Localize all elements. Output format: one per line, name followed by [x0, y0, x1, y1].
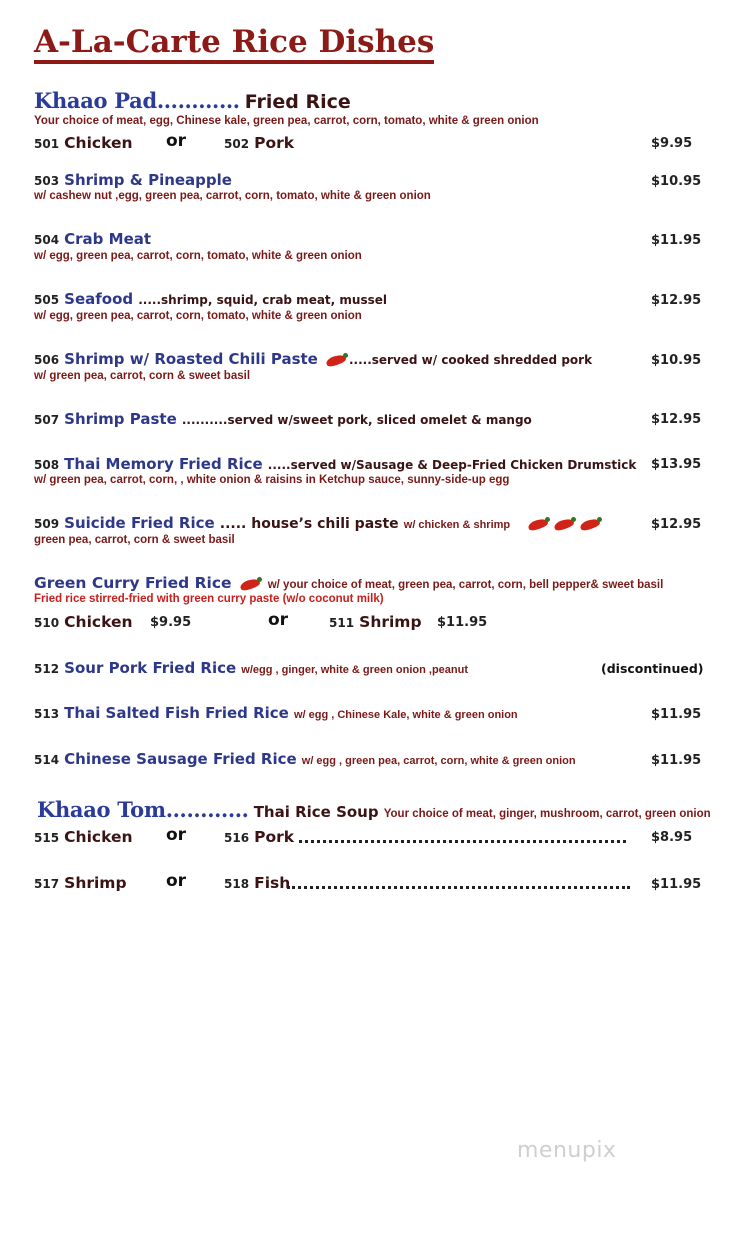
item-description: w/egg , ginger, white & green onion ,peanut [241, 664, 469, 676]
item-number: 514 [34, 753, 60, 767]
khao-pad-description: Your choice of meat, egg, Chinese kale, green pea, carrot, corn, tomato, white & green onion [34, 115, 539, 127]
menu-item-507 [34, 409, 532, 428]
item-description: w/ egg, green pea, carrot, corn, tomato, white & green onion [34, 310, 362, 322]
menu-item-512 [34, 658, 468, 677]
item-description: w/ egg , green pea, carrot, corn, white & green onion [301, 755, 576, 767]
menu-item-green-curry [34, 573, 663, 592]
item-description: w/ green pea, carrot, corn & sweet basil [34, 370, 251, 382]
item-name: Shrimp [359, 613, 422, 631]
menu-item-515 [34, 827, 133, 846]
item-note: .....served w/Sausage & Deep-Fried Chicken Drumstick [267, 458, 637, 472]
khao-pad-thai-title: Khaao Pad………… [34, 88, 240, 113]
item-note-secondary: w/ chicken & shrimp [403, 519, 511, 531]
item-description: w/ egg , Chinese Kale, white & green onion [293, 709, 518, 721]
item-price: $10.95 [651, 353, 702, 368]
item-price: $12.95 [651, 412, 702, 427]
item-name: Green Curry Fried Rice [34, 574, 232, 592]
item-number: 503 [34, 174, 60, 188]
item-description-secondary: Fried rice stirred-fried with green curry paste (w/o coconut milk) [34, 593, 384, 605]
item-name: Suicide Fried Rice [64, 514, 215, 532]
dot-leader [299, 832, 626, 843]
khao-pad-header [34, 88, 351, 113]
item-number: 509 [34, 517, 60, 531]
menu-item-518 [224, 873, 290, 892]
item-name: Pork [254, 134, 295, 152]
menu-item-502 [224, 133, 294, 152]
menu-item-506 [34, 349, 592, 368]
item-number: 507 [34, 413, 60, 427]
item-price: $11.95 [651, 233, 702, 248]
item-number: 508 [34, 458, 60, 472]
item-number: 513 [34, 707, 60, 721]
item-name: Seafood [64, 290, 134, 308]
item-price: $11.95 [651, 877, 702, 892]
or-separator: or [166, 825, 187, 845]
item-number: 516 [224, 831, 250, 845]
chili-pepper-icon [526, 517, 550, 531]
chili-pepper-icon [324, 353, 348, 367]
item-number: 511 [329, 616, 355, 630]
item-name: Thai Memory Fried Rice [64, 455, 263, 473]
item-name: Chinese Sausage Fried Rice [64, 750, 297, 768]
khao-tom-description: Your choice of meat, ginger, mushroom, carrot, green onion [383, 808, 711, 820]
menu-item-504 [34, 229, 151, 248]
menu-item-517 [34, 873, 127, 892]
item-number: 504 [34, 233, 60, 247]
item-description: w/ egg, green pea, carrot, corn, tomato, white & green onion [34, 250, 362, 262]
item-name: Crab Meat [64, 230, 152, 248]
item-name: Fish [254, 874, 291, 892]
chili-pepper-icon [552, 517, 576, 531]
item-name: Shrimp & Pineapple [64, 171, 232, 189]
or-separator: or [268, 610, 289, 630]
item-number: 501 [34, 137, 60, 151]
page-title: A-La-Carte Rice Dishes [34, 24, 434, 64]
item-description: green pea, carrot, corn & sweet basil [34, 534, 235, 546]
khao-tom-thai-title: Khaao Tom………… [37, 797, 249, 822]
item-price: $12.95 [651, 293, 702, 308]
item-note: .....served w/ cooked shredded pork [348, 353, 593, 367]
item-description: w/ your choice of meat, green pea, carrot, corn, bell pepper& sweet basil [267, 579, 664, 591]
menu-item-509 [34, 513, 603, 532]
item-number: 518 [224, 877, 250, 891]
item-note: ..... house’s chili paste [219, 516, 399, 532]
menu-item-516 [224, 827, 294, 846]
or-separator: or [166, 131, 187, 151]
item-number: 517 [34, 877, 60, 891]
menu-item-510 [34, 612, 133, 631]
menu-item-514 [34, 749, 576, 768]
item-name: Thai Salted Fish Fried Rice [64, 704, 289, 722]
dot-leader [287, 878, 630, 889]
chili-pepper-icon [578, 517, 602, 531]
menu-item-505 [34, 289, 387, 308]
chili-pepper-icon [238, 577, 262, 591]
item-price: $10.95 [651, 174, 702, 189]
item-number: 512 [34, 662, 60, 676]
watermark-logo: menupix [517, 1138, 617, 1163]
item-price: (discontinued) [601, 661, 704, 676]
menu-item-508 [34, 454, 636, 473]
item-price: $11.95 [651, 753, 702, 768]
khao-tom-header [37, 797, 711, 822]
or-separator: or [166, 871, 187, 891]
item-price: $13.95 [651, 457, 702, 472]
menu-item-503 [34, 170, 232, 189]
khao-tom-english-title: Thai Rice Soup [253, 803, 379, 821]
item-number: 502 [224, 137, 250, 151]
item-price: $12.95 [651, 517, 702, 532]
item-number: 506 [34, 353, 60, 367]
menu-item-511 [329, 612, 422, 631]
item-description: w/ cashew nut ,egg, green pea, carrot, corn, tomato, white & green onion [34, 190, 431, 202]
item-price: $9.95 [651, 136, 693, 151]
menu-item-513 [34, 703, 518, 722]
khao-pad-english-title: Fried Rice [244, 91, 351, 113]
item-name: Shrimp [64, 874, 127, 892]
item-note: ..........served w/sweet pork, sliced omelet & mango [181, 413, 532, 427]
item-name: Chicken [64, 613, 133, 631]
item-note: .....shrimp, squid, crab meat, mussel [138, 293, 387, 307]
item-name: Shrimp w/ Roasted Chili Paste [64, 350, 318, 368]
item-name: Chicken [64, 134, 133, 152]
item-description: w/ green pea, carrot, corn, , white onion & raisins in Ketchup sauce, sunny-side-up egg [34, 474, 510, 486]
item-price: $11.95 [437, 615, 488, 630]
item-price: $8.95 [651, 830, 693, 845]
item-name: Shrimp Paste [64, 410, 177, 428]
item-number: 510 [34, 616, 60, 630]
item-name: Pork [254, 828, 295, 846]
item-price: $9.95 [150, 615, 192, 630]
item-name: Chicken [64, 828, 133, 846]
item-price: $11.95 [651, 707, 702, 722]
item-number: 505 [34, 293, 60, 307]
item-number: 515 [34, 831, 60, 845]
item-name: Sour Pork Fried Rice [64, 659, 237, 677]
menu-item-501 [34, 133, 133, 152]
